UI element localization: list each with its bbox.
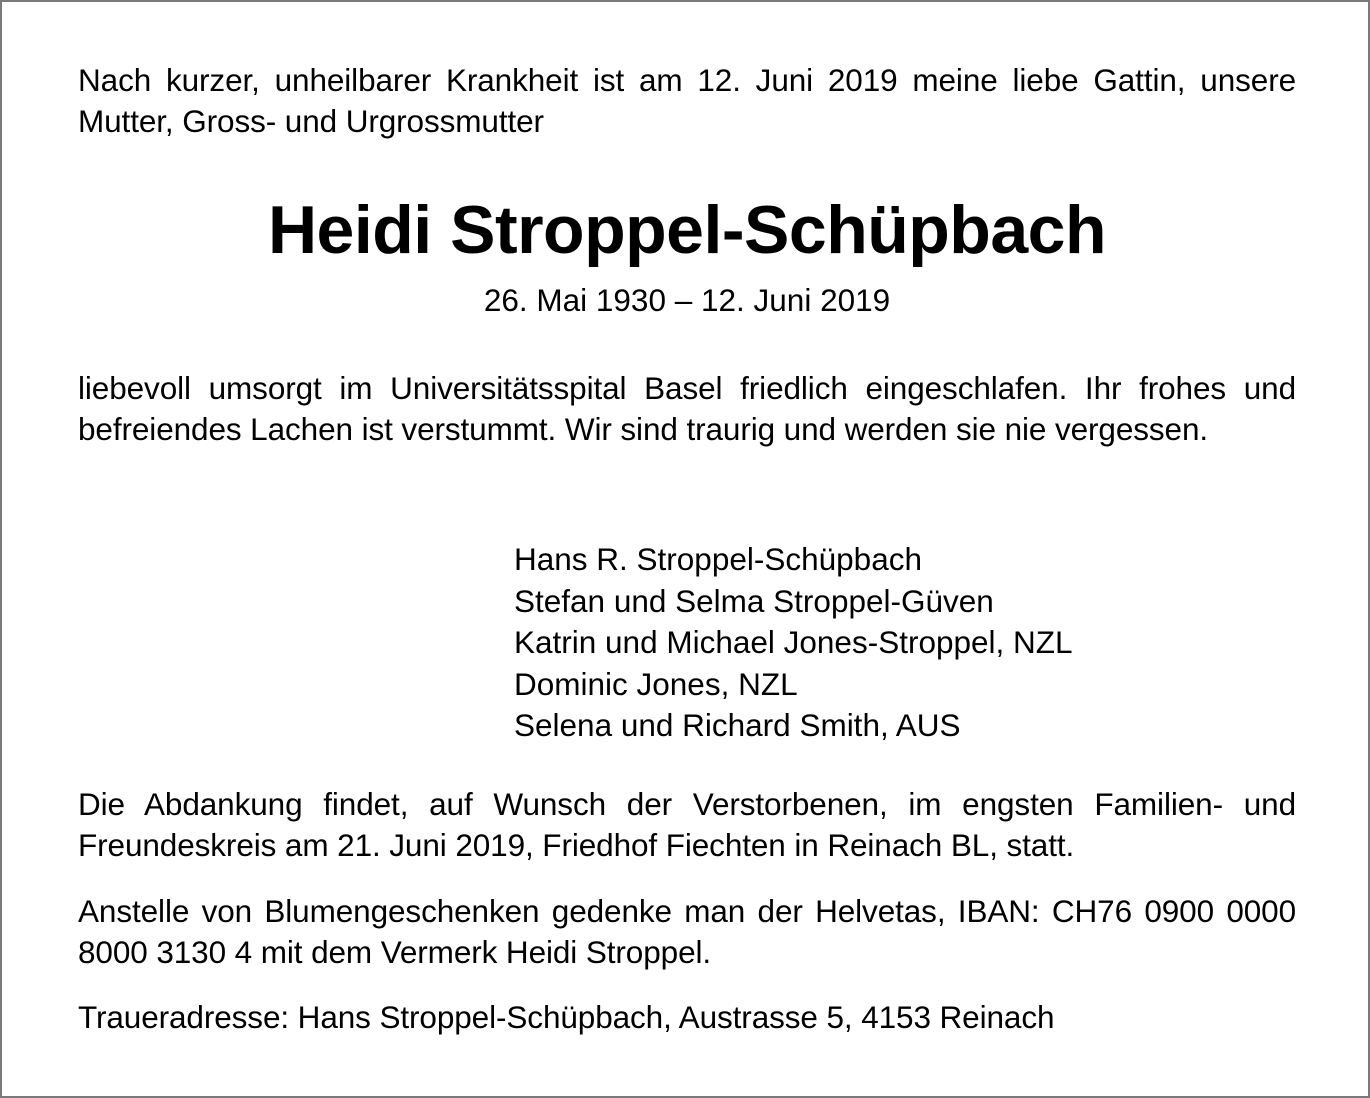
mourners-list <box>514 539 1073 747</box>
mourner-entry: Selena und Richard Smith, AUS <box>514 707 961 743</box>
intro-paragraph: Nach kurzer, unheilbarer Krankheit ist am 12. Juni 2019 meine liebe Gattin, unsere Mutter, Gross- und Urgrossmutter <box>78 62 1296 139</box>
donation-paragraph: Anstelle von Blumengeschenken gedenke man der Helvetas, IBAN: CH76 0900 0000 8000 3130 4 mit dem Vermerk Heidi Stroppel. <box>78 893 1296 970</box>
mourner-entry: Hans R. Stroppel-Schüpbach <box>514 541 922 577</box>
mourning-address: Traueradresse: Hans Stroppel-Schüpbach, Austrasse 5, 4153 Reinach <box>78 999 1055 1035</box>
mourner-entry: Katrin und Michael Jones-Stroppel, NZL <box>514 624 1073 660</box>
deceased-name: Heidi Stroppel-Schüpbach <box>267 192 1107 268</box>
mourner-entry: Dominic Jones, NZL <box>514 665 798 702</box>
life-dates: 26. Mai 1930 – 12. Juni 2019 <box>483 282 891 318</box>
mourner-entry: Stefan und Selma Stroppel-Güven <box>514 582 994 619</box>
body-paragraph: liebevoll umsorgt im Universitätsspital Basel friedlich eingeschlafen. Ihr frohes und befreiendes Lachen ist verstummt. Wir sind traurig und werden sie nie vergessen. <box>78 370 1296 447</box>
service-paragraph: Die Abdankung findet, auf Wunsch der Verstorbenen, im engsten Familien- und Freundeskreis am 21. Juni 2019, Friedhof Fiechten in Reinach BL, statt. <box>78 786 1296 863</box>
